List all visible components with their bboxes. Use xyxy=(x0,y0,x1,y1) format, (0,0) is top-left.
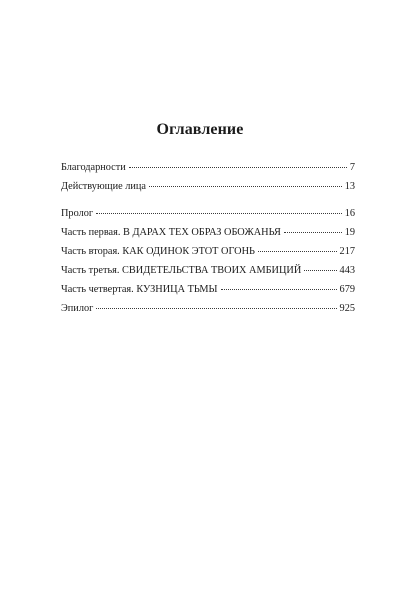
toc-entry xyxy=(61,227,355,246)
toc-entry-page: 217 xyxy=(339,246,355,257)
toc-entry-page: 7 xyxy=(349,162,355,173)
toc-entry xyxy=(61,303,355,322)
toc-entry xyxy=(61,284,355,303)
toc-entry-page: 443 xyxy=(339,265,355,276)
toc-dot-leader xyxy=(96,213,342,214)
toc-entry-label: Эпилог xyxy=(61,303,94,314)
toc-entry-label: Часть вторая. КАК ОДИНОК ЭТОТ ОГОНЬ xyxy=(61,246,255,257)
toc-dot-leader xyxy=(96,308,336,309)
toc-entry xyxy=(61,265,355,284)
toc-entry-label: Часть первая. В ДАРАХ ТЕХ ОБРАЗ ОБОЖАНЬЯ xyxy=(61,227,281,238)
toc-dot-leader xyxy=(284,232,342,233)
toc-entry xyxy=(61,162,355,181)
toc-entry-page: 925 xyxy=(339,303,355,314)
toc-entry-page: 19 xyxy=(344,227,355,238)
toc-entry-label: Благодарности xyxy=(61,162,126,173)
toc-dot-leader xyxy=(129,167,347,168)
toc-dot-leader xyxy=(221,289,337,290)
toc-entry xyxy=(61,246,355,265)
toc-dot-leader xyxy=(149,186,342,187)
toc-entry xyxy=(61,181,355,200)
toc-entry-label: Пролог xyxy=(61,208,94,219)
toc-entry-page: 13 xyxy=(344,181,355,192)
toc-entry-page: 16 xyxy=(344,208,355,219)
toc-front-matter xyxy=(61,162,355,200)
toc-entry-label: Часть четвертая. КУЗНИЦА ТЬМЫ xyxy=(61,284,218,295)
toc-entry xyxy=(61,208,355,227)
toc-dot-leader xyxy=(258,251,337,252)
page-title: Оглавление xyxy=(156,121,244,138)
toc-dot-leader xyxy=(304,270,336,271)
toc-main-contents xyxy=(61,208,355,322)
toc-entry-label: Действующие лица xyxy=(61,181,146,192)
toc-entry-label: Часть третья. СВИДЕТЕЛЬСТВА ТВОИХ АМБИЦИЙ xyxy=(61,265,302,276)
toc-entry-page: 679 xyxy=(339,284,355,295)
